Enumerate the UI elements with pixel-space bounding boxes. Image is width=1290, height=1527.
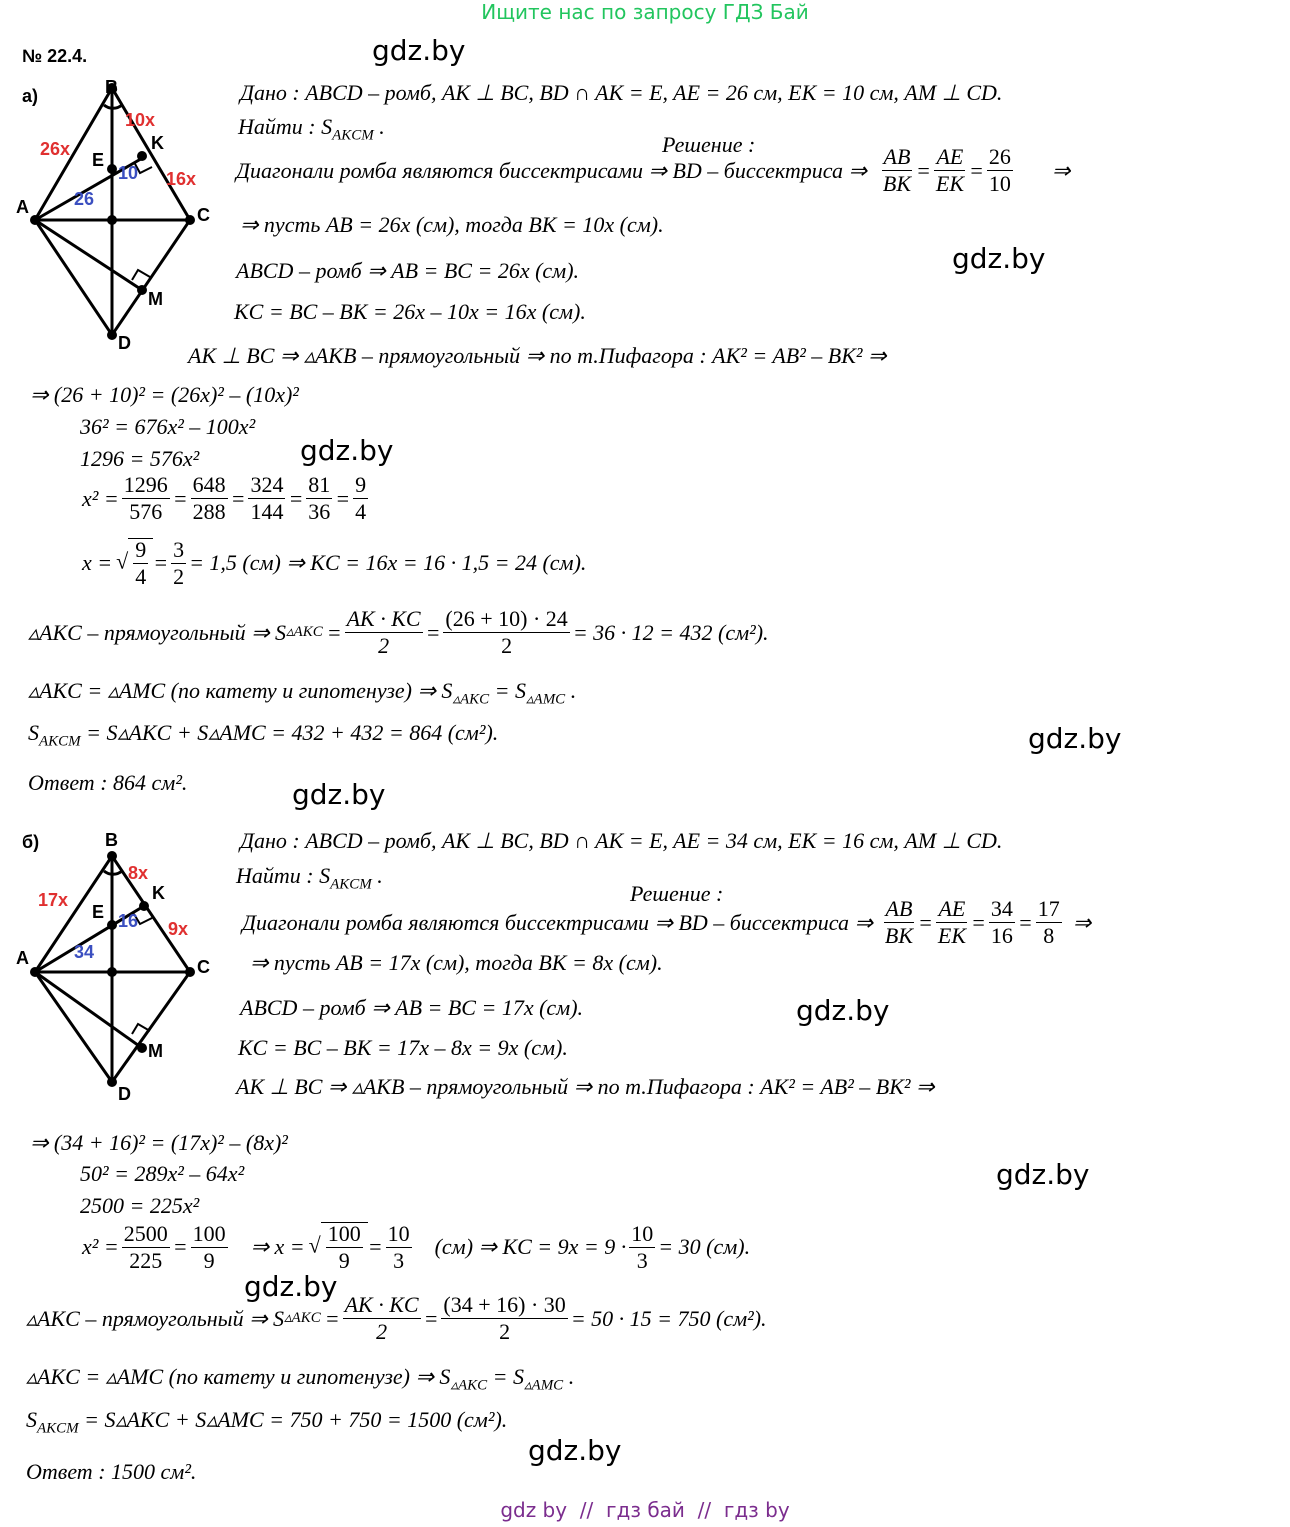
label-10: 10: [118, 163, 139, 183]
line3-a: ABCD – ромб ⇒ AB = BC = 26x (см).: [236, 258, 580, 283]
watermark: gdz.by: [372, 34, 466, 67]
watermark: gdz.by: [796, 994, 890, 1027]
point-a-label: A: [16, 197, 29, 217]
label-9x: 9x: [168, 919, 189, 939]
point-m-label: M: [148, 289, 163, 309]
watermark: gdz.by: [292, 778, 386, 811]
answer-a: Ответ : 864 см².: [28, 770, 188, 795]
line2-a: ⇒ пусть AB = 26x (см), тогда BK = 10x (см).: [240, 212, 664, 237]
line12-a: ▵AKC = ▵AMC (по катету и гипотенузе) ⇒ $S_{▵AKC} = S_{▵AMC}$ .: [28, 678, 577, 708]
part-a-label: а): [22, 86, 39, 106]
find-a: Найти : $S_{AKCM}$ .: [238, 114, 385, 144]
line4-b: KC = BC – BK = 17x – 8x = 9x (см).: [238, 1035, 568, 1060]
watermark: gdz.by: [244, 1270, 338, 1303]
line7-b: 50² = 289x² – 64x²: [80, 1161, 245, 1186]
footer-links[interactable]: gdz by // гдз бай // гдз by: [500, 1498, 790, 1522]
watermark: gdz.by: [300, 434, 394, 467]
point-a-label: A: [16, 948, 29, 968]
given-b: Дано : ABCD – ромб, AK ⊥ BC, BD ∩ AK = E, AE = 34 см, EK = 16 см, AM ⊥ CD.: [240, 828, 1003, 853]
watermark: gdz.by: [996, 1158, 1090, 1191]
find-b: Найти : $S_{AKCM}$ .: [236, 863, 383, 893]
watermark: gdz.by: [952, 242, 1046, 275]
line3-b: ABCD – ромб ⇒ AB = BC = 17x (см).: [240, 995, 584, 1020]
point-c-label: C: [197, 205, 210, 225]
point-e-label: E: [92, 902, 105, 922]
point-b-label: B: [105, 830, 118, 850]
point-d-label: D: [118, 333, 131, 353]
solution-title-b: Решение :: [630, 881, 724, 906]
answer-b: Ответ : 1500 см².: [26, 1459, 197, 1484]
line8-b: 2500 = 225x²: [80, 1193, 200, 1218]
line11-b: ▵AKC – прямоугольный ⇒ S ▵AKC = $\frac{AK \cdot KC}{2}$ = $\frac{(34 + 16) \cdot 30}{2}$ = 50 · 15 = 750 (см²).: [26, 1292, 767, 1344]
line5-a: AK ⊥ BC ⇒ ▵AKB – прямоугольный ⇒ по т.Пифагора : AK² = AB² – BK² ⇒: [188, 343, 887, 368]
label-8x: 8x: [128, 863, 149, 883]
point-b-label: B: [105, 77, 118, 97]
point-d-label: D: [118, 1084, 131, 1104]
solution-title-a: Решение :: [662, 132, 756, 157]
line9-b: x² = $\frac{2500}{225}$ = $\frac{100}{9}$ ⇒ x = √ $\frac{100}{9}$ = $\frac{10}{3}$ (см) ⇒ KC = 9x = 9 · $\frac{10}{3}$ = 30 (см).: [82, 1220, 751, 1273]
label-26: 26: [74, 189, 95, 209]
line11-a: ▵AKC – прямоугольный ⇒ S ▵AKC = $\frac{AK \cdot KC}{2}$ = $\frac{(26 + 10) \cdot 24}{2}$ = 36 · 12 = 432 (см²).: [28, 606, 769, 658]
watermark: gdz.by: [1028, 722, 1122, 755]
line7-a: 36² = 676x² – 100x²: [80, 414, 256, 439]
label-26x: 26x: [40, 139, 71, 159]
label-10x: 10x: [125, 110, 156, 130]
problem-number: № 22.4.: [22, 46, 88, 66]
watermark: gdz.by: [528, 1434, 622, 1467]
line5-b: AK ⊥ BC ⇒ ▵AKB – прямоугольный ⇒ по т.Пифагора : AK² = AB² – BK² ⇒: [236, 1074, 935, 1099]
rhombus-figure-a: [10, 75, 220, 355]
point-k-label: K: [152, 883, 165, 903]
line12-b: ▵AKC = ▵AMC (по катету и гипотенузе) ⇒ $S_{▵AKC} = S_{▵AMC}$ .: [26, 1364, 575, 1394]
line9-a: x² = $\frac{1296}{576}$ = $\frac{648}{288}$ = $\frac{324}{144}$ = $\frac{81}{36}$ = $\frac{9}{4}$: [82, 472, 367, 524]
line8-a: 1296 = 576x²: [80, 446, 200, 471]
line4-a: KC = BC – BK = 26x – 10x = 16x (см).: [234, 299, 586, 324]
part-b-label: б): [22, 832, 40, 852]
point-c-label: C: [197, 957, 210, 977]
line13-b: $S_{AKCM}$ = S▵AKC + S▵AMC = 750 + 750 = 1500 (см²).: [26, 1407, 508, 1437]
line1-a: Диагонали ромба являются биссектрисами ⇒ BD – биссектриса ⇒ $\frac{AB}{BK}$ = $\frac{AE}{EK}$ = $\frac{26}{10}$ ⇒: [236, 144, 1071, 196]
line6-a: ⇒ (26 + 10)² = (26x)² – (10x)²: [30, 382, 299, 407]
line10-a: x = √ $\frac{9}{4}$ = $\frac{3}{2}$ = 1,5 (см) ⇒ KC = 16x = 16 · 1,5 = 24 (см).: [82, 536, 587, 589]
line2-b: ⇒ пусть AB = 17x (см), тогда BK = 8x (см).: [250, 950, 663, 975]
point-m-label: M: [148, 1041, 163, 1061]
line1-b: Диагонали ромба являются биссектрисами ⇒ BD – биссектриса ⇒ $\frac{AB}{BK}$ = $\frac{AE}{EK}$ = $\frac{34}{16}$ = $\frac{17}{8}$ ⇒: [242, 896, 1092, 948]
line6-b: ⇒ (34 + 16)² = (17x)² – (8x)²: [30, 1130, 288, 1155]
label-16x: 16x: [166, 169, 197, 189]
label-17x: 17x: [38, 890, 69, 910]
line13-a: $S_{AKCM}$ = S▵AKC + S▵AMC = 432 + 432 = 864 (см²).: [28, 720, 499, 750]
label-34: 34: [74, 942, 95, 962]
given-a: Дано : ABCD – ромб, AK ⊥ BC, BD ∩ AK = E, AE = 26 см, EK = 10 см, AM ⊥ CD.: [240, 80, 1003, 105]
point-e-label: E: [92, 150, 105, 170]
rhombus-figure-b: [10, 826, 220, 1106]
label-16: 16: [118, 911, 139, 931]
point-k-label: K: [151, 133, 164, 153]
top-banner[interactable]: Ищите нас по запросу ГДЗ Бай: [481, 0, 809, 24]
